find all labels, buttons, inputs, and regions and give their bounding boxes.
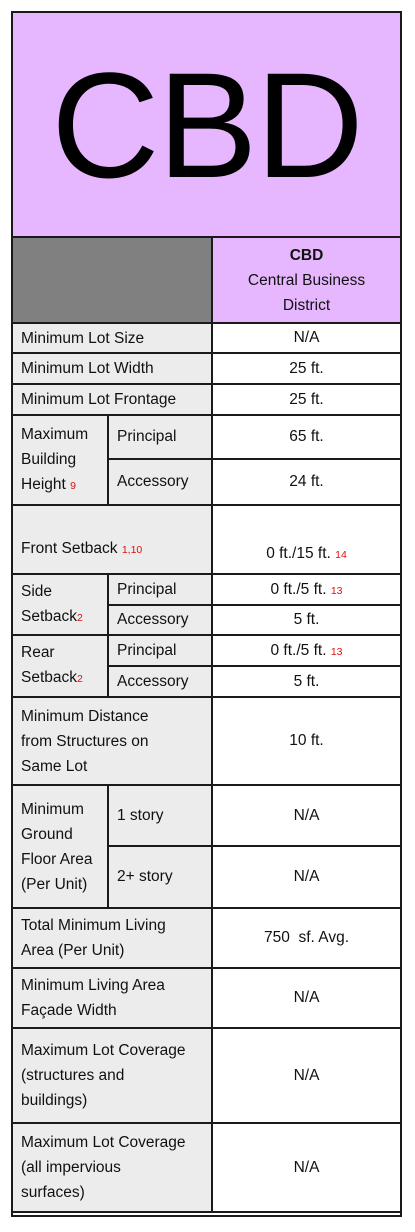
row-value: N/A [212,846,400,908]
district-code: CBD [289,246,324,264]
max-lot-cov-impervious-label: Maximum Lot Coverage (all impervious surfaces) [13,1123,212,1212]
max-height-label: Maximum Building Height 9 [13,415,108,505]
sub-label: Accessory [108,605,212,635]
table-row [13,785,400,846]
row-value: N/A [212,1028,400,1123]
rear-setback-label: Rear Setback2 [13,635,108,697]
row-value: N/A [212,785,400,846]
table-row [13,505,400,574]
sub-label: Principal [108,635,212,666]
min-distance-label: Minimum Distance from Structures on Same Lot [13,697,212,785]
header-row [13,237,400,323]
table-row [13,574,400,605]
table-row [13,1123,400,1212]
table-row [13,635,400,666]
zoning-standards-table [13,236,400,1213]
row-value: 65 ft. [212,415,400,459]
row-value: N/A [212,968,400,1028]
row-value: 0 ft./5 ft. 13 [212,574,400,605]
footnote-ref: 13 [330,584,343,597]
min-living-facade-label: Minimum Living Area Façade Width [13,968,212,1028]
footnote-ref: 9 [70,479,76,492]
table-row [13,384,400,415]
max-lot-cov-structures-label: Maximum Lot Coverage (structures and buildings) [13,1028,212,1123]
row-value: 750 sf. Avg. [212,908,400,968]
row-label: Minimum Lot Size [13,323,212,353]
row-value: N/A [212,1123,400,1212]
side-setback-label: Side Setback2 [13,574,108,635]
row-value: N/A [212,323,400,353]
table-row [13,415,400,459]
front-setback-value: 0 ft./15 ft. 14 [212,505,400,574]
district-name-line1: Central Business [247,271,366,289]
total-min-living-label: Total Minimum Living Area (Per Unit) [13,908,212,968]
zoning-table-card [11,11,402,1217]
table-row [13,323,400,353]
sub-label: Principal [108,415,212,459]
header-blank-cell [13,237,212,323]
row-value: 24 ft. [212,459,400,505]
table-row [13,908,400,968]
footnote-ref: 13 [330,645,343,658]
district-banner [13,13,400,238]
footnote-ref: 2 [77,611,83,624]
sub-label: Accessory [108,666,212,697]
footnote-ref: 1,10 [121,544,143,556]
table-row [13,1028,400,1123]
min-ground-floor-label: Minimum Ground Floor Area (Per Unit) [13,785,108,908]
row-value: 0 ft./5 ft. 13 [212,635,400,666]
row-value: 25 ft. [212,353,400,384]
district-name-line2: District [282,296,331,314]
row-label: Minimum Lot Width [13,353,212,384]
row-value: 5 ft. [212,605,400,635]
footnote-ref: 2 [77,673,83,685]
sub-label: 1 story [108,785,212,846]
sub-label: 2+ story [108,846,212,908]
front-setback-label: Front Setback 1,10 [13,505,212,574]
row-value: 5 ft. [212,666,400,697]
row-value: 25 ft. [212,384,400,415]
table-row [13,968,400,1028]
row-label: Minimum Lot Frontage [13,384,212,415]
footnote-ref: 14 [335,549,347,561]
sub-label: Principal [108,574,212,605]
row-value: 10 ft. [212,697,400,785]
table-row [13,697,400,785]
district-header-cell [212,237,400,323]
sub-label: Accessory [108,459,212,505]
district-banner-title: CBD [51,40,362,209]
table-row [13,353,400,384]
